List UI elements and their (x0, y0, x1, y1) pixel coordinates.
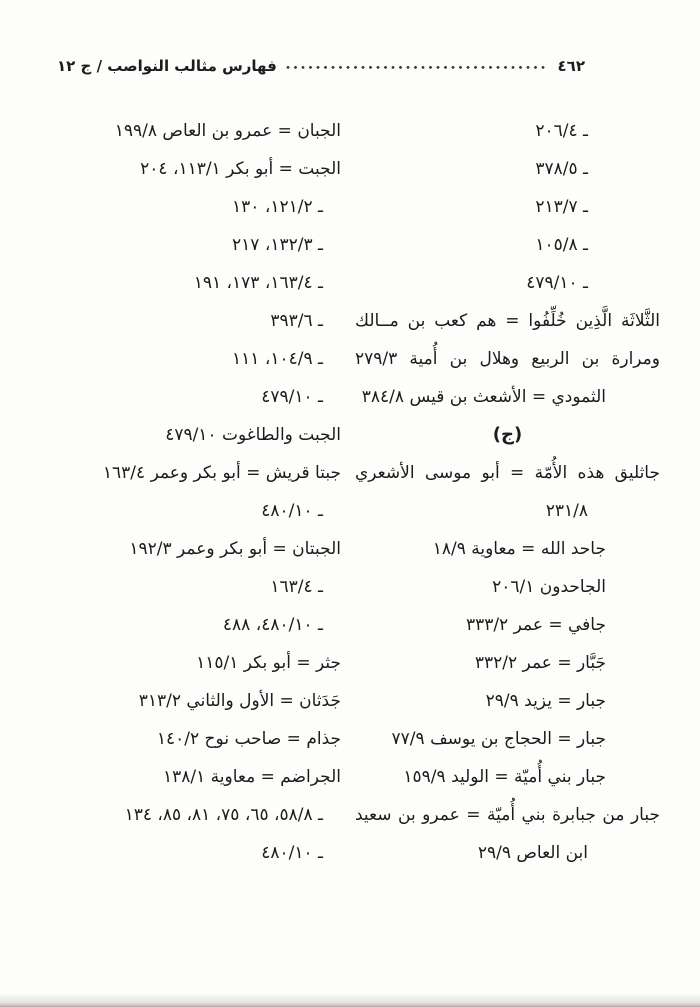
index-subentry-line: ـ ٤٧٩/١٠ (261, 387, 323, 407)
index-entry-line: الثمودي = الأشعث بن قيس ٣٨٤/٨ (361, 387, 606, 407)
index-entry-line: جذام = صاحب نوح ١٤٠/٢ (156, 729, 341, 749)
index-subentry-line: ـ ٤٨٠/١٠ (261, 501, 323, 521)
index-subentry-line: ـ ١٠٤/٩، ١١١ (232, 349, 323, 369)
index-subentry-line: ـ ٥٨/٨، ٦٥، ٧٥، ٨١، ٨٥، ١٣٤ (124, 805, 323, 825)
dotted-leader (286, 65, 549, 70)
index-entry-line: جَبَّار = عمر ٣٣٢/٢ (474, 653, 606, 673)
index-columns (45, 112, 660, 872)
index-entry-line: الجبت = أبو بكر ١١٣/١، ٢٠٤ (140, 159, 341, 179)
index-subentry-line: ـ ٢١٣/٧ (535, 197, 588, 217)
scan-edge-shadow (0, 993, 700, 1007)
index-subentry-line: ـ ٣٩٣/٦ (270, 311, 323, 331)
index-entry-line: جاثليق هذه الأُمّة = أبو موسى الأشعري (355, 463, 660, 483)
index-entry-line: الثَّلاثَة الَّذِين خُلِّفُوا = هم كعب بن مــالك (355, 311, 660, 331)
index-entry-line: جثر = أبو بكر ١١٥/١ (196, 653, 341, 673)
index-entry-continuation: ومرارة بن الربيع وهلال بن أُمية ٢٧٩/٣ (355, 349, 660, 369)
index-entry-line: الجراضم = معاوية ١٣٨/١ (163, 767, 341, 787)
index-subentry-line: ـ ٢٠٦/٤ (535, 121, 588, 141)
index-subentry-line: ـ ٤٨٠/١٠، ٤٨٨ (222, 615, 323, 635)
index-entry-line: الجبت والطاغوت ٤٧٩/١٠ (165, 425, 341, 445)
index-entry-continuation: ابن العاص ٢٩/٩ (477, 843, 588, 863)
index-entry-line: الجبتان = أبو بكر وعمر ١٩٢/٣ (129, 539, 341, 559)
running-head-title: فهارس مثالب النواصب / ج ١٢ (57, 57, 277, 75)
index-entry-continuation: ٢٣١/٨ (545, 501, 588, 521)
index-entry-line: جَدَثان = الأول والثاني ٣١٣/٢ (138, 691, 341, 711)
index-subentry-line: ـ ١٣٢/٣، ٢١٧ (232, 235, 323, 255)
index-subentry-line: ـ ١٠٥/٨ (535, 235, 588, 255)
index-entry-line: جبار = الحجاج بن يوسف ٧٧/٩ (391, 729, 606, 749)
index-subentry-line: ـ ٤٧٩/١٠ (526, 273, 588, 293)
index-entry-line: الجبان = عمرو بن العاص ١٩٩/٨ (114, 121, 341, 141)
page-number: ٤٦٢ (557, 57, 585, 75)
index-subentry-line: ـ ١٦٣/٤ (270, 577, 323, 597)
index-entry-line: جبار = يزيد ٢٩/٩ (485, 691, 606, 711)
running-head (57, 57, 585, 75)
index-entry-line: جبار من جبابرة بني أُميّة = عمرو بن سعيد (355, 805, 660, 825)
index-entry-line: جافي = عمر ٣٣٣/٢ (465, 615, 606, 635)
index-subentry-line: ـ ٣٧٨/٥ (535, 159, 588, 179)
index-entry-line: جبار بني أُميّة = الوليد ١٥٩/٩ (403, 767, 606, 787)
index-entry-line: جبتا قريش = أبو بكر وعمر ١٦٣/٤ (102, 463, 341, 483)
index-subentry-line: ـ ١٦٣/٤، ١٧٣، ١٩١ (193, 273, 323, 293)
index-subentry-line: ـ ٤٨٠/١٠ (261, 843, 323, 863)
index-column-right (355, 112, 660, 872)
index-subentry-line: ـ ١٢١/٢، ١٣٠ (232, 197, 323, 217)
section-letter: (ج) (492, 424, 523, 445)
index-entry-line: جاحد الله = معاوية ١٨/٩ (432, 539, 606, 559)
index-column-left (45, 112, 345, 872)
index-entry-line: الجاحدون ٢٠٦/١ (492, 577, 606, 597)
